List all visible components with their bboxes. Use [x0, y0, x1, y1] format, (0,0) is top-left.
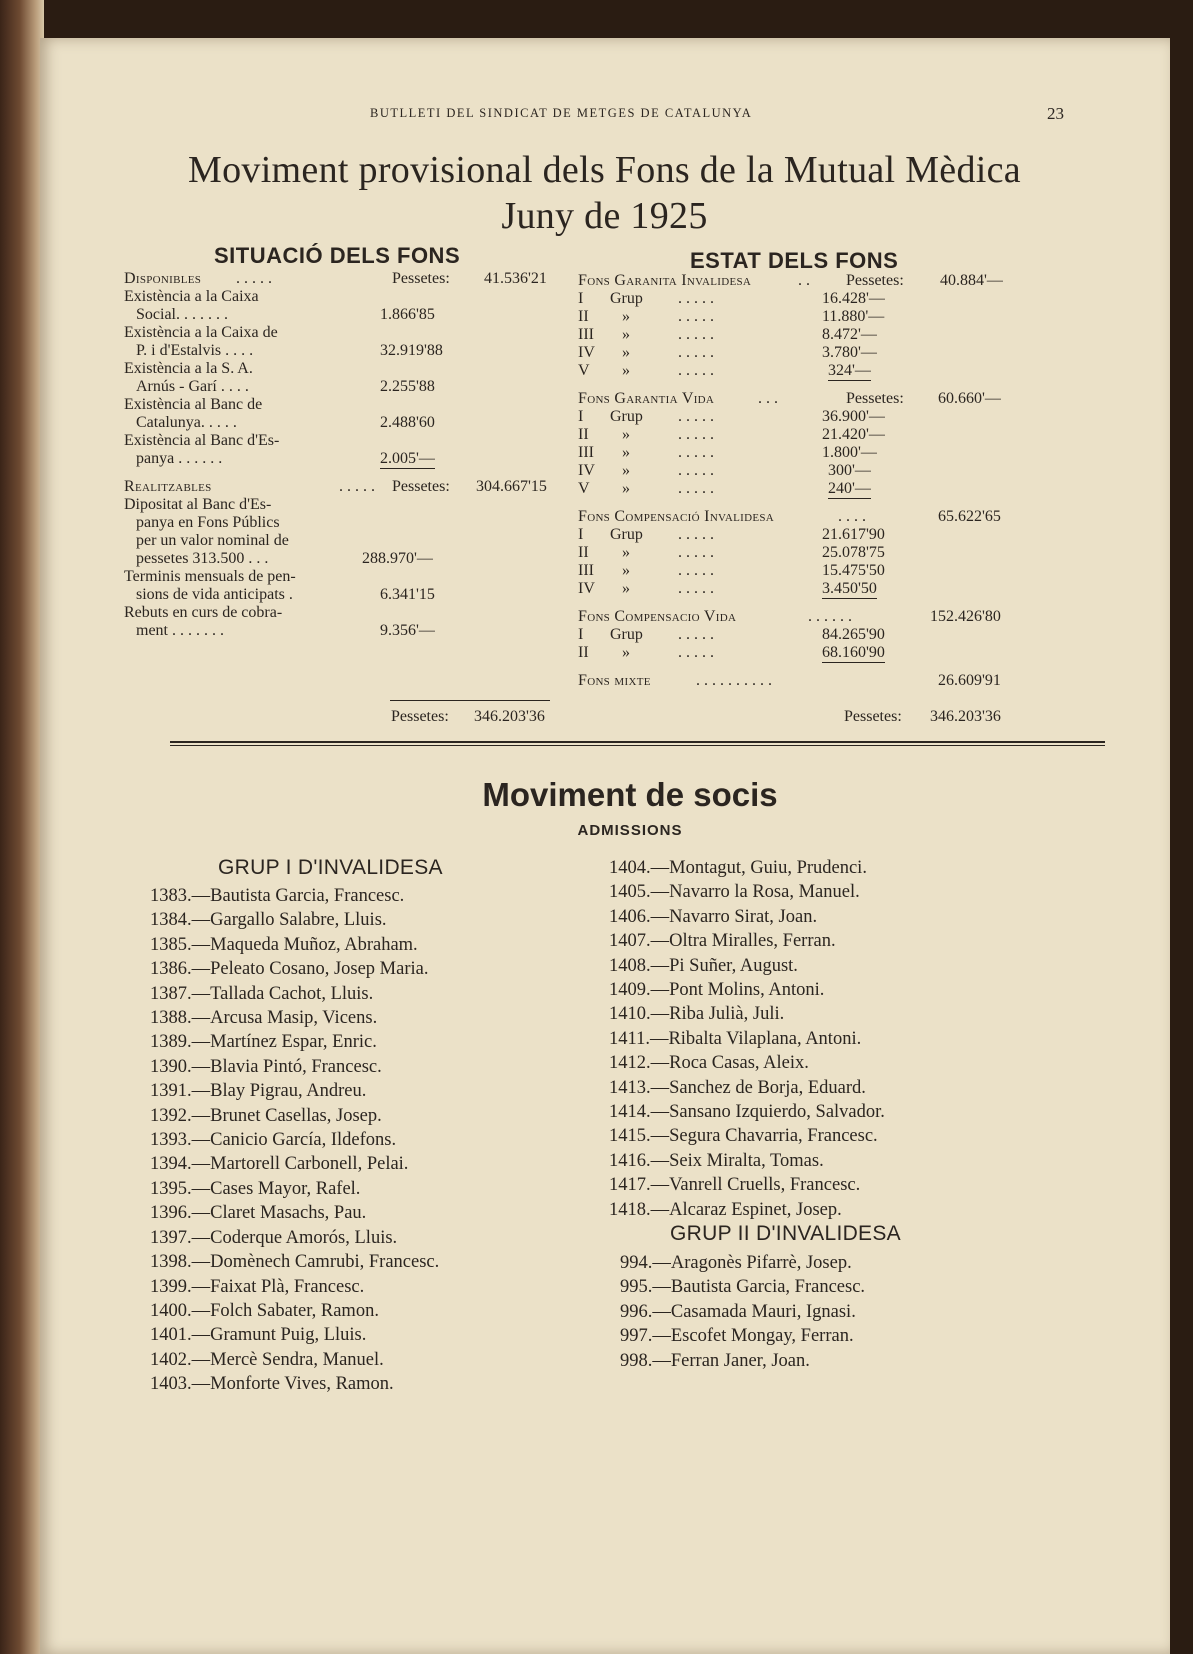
- grup1-left-list: [150, 884, 439, 1397]
- grup-amount: 300'—: [828, 462, 871, 479]
- item-text: Rebuts en curs de cobra-: [124, 604, 283, 621]
- grup-dots: . . . . .: [678, 290, 714, 307]
- fund-row: [578, 508, 1138, 526]
- item-text: Existència al Banc de: [124, 396, 263, 413]
- grup-numeral: IV: [578, 344, 595, 361]
- member-entry: 1391.—Blay Pigrau, Andreu.: [150, 1081, 367, 1102]
- member-entry: 1390.—Blavia Pintó, Francesc.: [150, 1056, 382, 1077]
- fund-label: Fons Compensació Invalidesa: [578, 508, 775, 525]
- member-entry: 996.—Casamada Mauri, Ignasi.: [620, 1301, 856, 1322]
- grup-amount: 16.428'—: [822, 290, 885, 307]
- item-line: [124, 622, 604, 640]
- item-text: ment . . . . . . .: [136, 622, 224, 639]
- grup-numeral: II: [578, 644, 589, 661]
- item-text: Dipositat al Banc d'Es-: [124, 496, 272, 513]
- disponibles-total: 41.536'21: [484, 270, 547, 287]
- realitzables-currency: Pessetes:: [392, 478, 450, 495]
- grup-numeral: V: [578, 362, 590, 379]
- grup-amount: 3.780'—: [822, 344, 877, 361]
- item-line: [124, 450, 604, 468]
- grup-name: »: [622, 426, 630, 443]
- member-entry: 1405.—Navarro la Rosa, Manuel.: [609, 882, 860, 903]
- item-text: Existència a la S. A.: [124, 360, 253, 377]
- item-amount: 9.356'—: [380, 622, 435, 639]
- grup-row: [578, 462, 1138, 480]
- page-subtitle: Juny de 1925: [501, 195, 708, 237]
- member-entry: 1407.—Oltra Miralles, Ferran.: [609, 931, 836, 952]
- grup-numeral: III: [578, 326, 594, 343]
- fund-total: 26.609'91: [938, 672, 1001, 689]
- item-line: [124, 414, 604, 432]
- item-amount: 6.341'15: [380, 586, 435, 603]
- member-entry: 1393.—Canicio García, Ildefons.: [150, 1130, 397, 1151]
- situacio-total-rule: [390, 700, 550, 701]
- grup-amount: 36.900'—: [822, 408, 885, 425]
- item-line: [124, 432, 604, 450]
- grup-dots: . . . . .: [678, 480, 714, 497]
- item-text: Existència a la Caixa de: [124, 324, 278, 341]
- estat-heading: ESTAT DELS FONS: [690, 248, 899, 273]
- grup-numeral: II: [578, 426, 589, 443]
- grup-dots: . . . . .: [678, 562, 714, 579]
- grup-dots: . . . . .: [678, 426, 714, 443]
- grup-row: [578, 408, 1138, 426]
- disponibles-row: [124, 270, 604, 288]
- item-line: [124, 378, 604, 396]
- item-text: pessetes 313.500 . . .: [136, 550, 269, 567]
- member-entry: 1415.—Segura Chavarria, Francesc.: [609, 1126, 878, 1147]
- grup-numeral: III: [578, 444, 594, 461]
- grup-numeral: II: [578, 308, 589, 325]
- fund-row: [578, 608, 1138, 626]
- disponibles-currency: Pessetes:: [392, 270, 450, 287]
- fund-total: 60.660'—: [938, 390, 1001, 407]
- fund-currency: Pessetes:: [846, 272, 904, 289]
- member-entry: 1411.—Ribalta Vilaplana, Antoni.: [609, 1028, 862, 1049]
- page: [40, 38, 1170, 1654]
- member-entry: 1386.—Peleato Cosano, Josep Maria.: [150, 959, 429, 980]
- fund-row: [578, 272, 1138, 290]
- grup-row: [578, 426, 1138, 444]
- member-entry: 1398.—Domènech Camrubi, Francesc.: [150, 1252, 440, 1273]
- grup-dots: . . . . .: [678, 308, 714, 325]
- item-line: [124, 288, 604, 306]
- grup-numeral: IV: [578, 580, 595, 597]
- running-header: BUTLLETI DEL SINDICAT DE METGES DE CATALUNYA: [370, 106, 753, 120]
- member-entry: 997.—Escofet Mongay, Ferran.: [620, 1326, 854, 1347]
- grup-numeral: V: [578, 480, 590, 497]
- grup-numeral: I: [578, 408, 584, 425]
- grup-name: »: [622, 580, 630, 597]
- grup-amount: 21.617'90: [822, 526, 885, 543]
- fund-row: [578, 390, 1138, 408]
- grup-amount: 15.475'50: [822, 562, 885, 579]
- estat-grand-total-label: Pessetes:: [844, 708, 902, 725]
- section-divider-thick: [170, 741, 1105, 743]
- fund-total: 65.622'65: [938, 508, 1001, 525]
- grup1-right-list: [609, 856, 885, 1222]
- grup-numeral: II: [578, 544, 589, 561]
- grup-dots: . . . . .: [678, 344, 714, 361]
- grup-row: [578, 326, 1138, 344]
- member-entry: 1387.—Tallada Cachot, Lluis.: [150, 983, 374, 1004]
- fund-row: [578, 672, 1138, 690]
- grup-numeral: I: [578, 626, 584, 643]
- member-entry: 1417.—Vanrell Cruells, Francesc.: [609, 1175, 861, 1196]
- item-line: [124, 550, 604, 568]
- item-amount: 1.866'85: [380, 306, 435, 323]
- member-entry: 1402.—Mercè Sendra, Manuel.: [150, 1349, 384, 1370]
- item-line: [124, 306, 604, 324]
- grup-row: [578, 626, 1138, 644]
- item-line: [124, 532, 604, 550]
- fund-dots: . . .: [758, 390, 778, 407]
- section-divider-thin: [170, 745, 1105, 746]
- member-entry: 1414.—Sansano Izquierdo, Salvador.: [609, 1102, 885, 1123]
- realitzables-row: [124, 478, 604, 496]
- member-entry: 1384.—Gargallo Salabre, Lluis.: [150, 910, 387, 931]
- grup-row: [578, 290, 1138, 308]
- item-line: [124, 342, 604, 360]
- situacio-heading: SITUACIÓ DELS FONS: [214, 243, 461, 268]
- grup-row: [578, 362, 1138, 380]
- grup-amount: 240'—: [828, 480, 871, 497]
- realitzables-dots: . . . . .: [339, 478, 375, 495]
- item-line: [124, 568, 604, 586]
- grup-amount: 324'—: [828, 362, 871, 379]
- grup-numeral: IV: [578, 462, 595, 479]
- item-line: [124, 360, 604, 378]
- grup-row: [578, 344, 1138, 362]
- estat-ledger: [578, 272, 1138, 690]
- grup-row: [578, 562, 1138, 580]
- item-text: Existència al Banc d'Es-: [124, 432, 280, 449]
- disponibles-dots: . . . . .: [236, 270, 272, 287]
- item-amount: 32.919'88: [380, 342, 443, 359]
- grup-dots: . . . . .: [678, 326, 714, 343]
- item-text: Existència a la Caixa: [124, 288, 259, 305]
- fund-dots: . . . . . .: [808, 608, 852, 625]
- member-entry: 998.—Ferran Janer, Joan.: [620, 1350, 810, 1371]
- member-entry: 1408.—Pi Suñer, August.: [609, 955, 798, 976]
- grup-row: [578, 544, 1138, 562]
- grup-dots: . . . . .: [678, 644, 714, 661]
- grup-name: »: [622, 562, 630, 579]
- item-line: [124, 586, 604, 604]
- grup-numeral: III: [578, 562, 594, 579]
- fund-label: Fons Garantia Vida: [578, 390, 715, 407]
- item-text: Catalunya. . . . .: [136, 414, 237, 431]
- member-entry: 1404.—Montagut, Guiu, Prudenci.: [609, 858, 867, 878]
- disponibles-label: Disponibles: [124, 270, 202, 287]
- grup-name: »: [622, 480, 630, 497]
- item-text: panya . . . . . .: [136, 450, 223, 467]
- grup-name: Grup: [610, 290, 643, 307]
- item-text: panya en Fons Públics: [136, 514, 280, 531]
- member-entry: 1401.—Gramunt Puig, Lluis.: [150, 1325, 367, 1346]
- item-text: Arnús - Garí . . . .: [136, 378, 249, 395]
- book-binding: [0, 0, 44, 1654]
- grup2-heading: GRUP II D'INVALIDESA: [670, 1222, 901, 1245]
- member-entry: 1383.—Bautista Garcia, Francesc.: [150, 886, 405, 906]
- disponibles-items: [124, 288, 604, 468]
- item-text: Terminis mensuals de pen-: [124, 568, 296, 585]
- fund-label: Fons Garanita Invalidesa: [578, 272, 752, 289]
- item-text: Social. . . . . . .: [136, 306, 228, 323]
- item-amount: 2.255'88: [380, 378, 435, 395]
- situacio-grand-total: 346.203'36: [474, 708, 545, 725]
- grup-dots: . . . . .: [678, 462, 714, 479]
- item-amount: 288.970'—: [362, 550, 433, 567]
- member-entry: 1388.—Arcusa Masip, Vicens.: [150, 1008, 378, 1029]
- grup-name: Grup: [610, 526, 643, 543]
- member-entry: 1392.—Brunet Casellas, Josep.: [150, 1105, 382, 1126]
- fund-dots: . . . . . . . . . .: [696, 672, 772, 689]
- item-line: [124, 514, 604, 532]
- item-line: [124, 604, 604, 622]
- estat-grand-total: 346.203'36: [930, 708, 1001, 725]
- grup-dots: . . . . .: [678, 444, 714, 461]
- grup-name: Grup: [610, 626, 643, 643]
- member-entry: 1403.—Monforte Vives, Ramon.: [150, 1374, 394, 1395]
- member-entry: 1412.—Roca Casas, Aleix.: [609, 1053, 809, 1074]
- member-entry: 1418.—Alcaraz Espinet, Josep.: [609, 1199, 842, 1220]
- grup2-list: [620, 1251, 865, 1373]
- item-line: [124, 324, 604, 342]
- grup-numeral: I: [578, 526, 584, 543]
- grup-row: [578, 644, 1138, 662]
- member-entry: 1396.—Claret Masachs, Pau.: [150, 1203, 367, 1224]
- fund-dots: . .: [798, 272, 810, 289]
- fund-currency: Pessetes:: [846, 390, 904, 407]
- grup-amount: 3.450'50: [822, 580, 877, 597]
- grup-name: Grup: [610, 408, 643, 425]
- item-text: per un valor nominal de: [136, 532, 289, 549]
- grup-dots: . . . . .: [678, 626, 714, 643]
- situacio-grand-total-label: Pessetes:: [391, 708, 449, 725]
- grup-name: »: [622, 544, 630, 561]
- grup-row: [578, 444, 1138, 462]
- member-entry: 994.—Aragonès Pifarrè, Josep.: [620, 1253, 852, 1273]
- grup-amount: 21.420'—: [822, 426, 885, 443]
- member-entry: 1385.—Maqueda Muñoz, Abraham.: [150, 934, 418, 955]
- fund-label: Fons mixte: [578, 672, 651, 689]
- grup-amount: 84.265'90: [822, 626, 885, 643]
- socis-heading: Moviment de socis: [482, 776, 778, 813]
- grup-amount: 25.078'75: [822, 544, 885, 561]
- grup-row: [578, 480, 1138, 498]
- member-entry: 1416.—Seix Miralta, Tomas.: [609, 1150, 824, 1171]
- grup-name: »: [622, 344, 630, 361]
- grup-amount: 11.880'—: [822, 308, 885, 325]
- grup-name: »: [622, 462, 630, 479]
- grup-name: »: [622, 308, 630, 325]
- grup-name: »: [622, 444, 630, 461]
- grup-numeral: I: [578, 290, 584, 307]
- member-entry: 1409.—Pont Molins, Antoni.: [609, 980, 825, 1001]
- item-text: P. i d'Estalvis . . . .: [136, 342, 254, 359]
- item-text: sions de vida anticipats .: [136, 586, 293, 603]
- grup-name: »: [622, 326, 630, 343]
- fund-total: 152.426'80: [930, 608, 1001, 625]
- member-entry: 1406.—Navarro Sirat, Joan.: [609, 906, 818, 927]
- grup1-heading: GRUP I D'INVALIDESA: [218, 856, 443, 879]
- realitzables-items: [124, 496, 604, 640]
- grup-name: »: [622, 644, 630, 661]
- fund-label: Fons Compensacio Vida: [578, 608, 737, 625]
- member-entry: 1394.—Martorell Carbonell, Pelai.: [150, 1154, 409, 1175]
- grup-row: [578, 580, 1138, 598]
- situacio-ledger: [124, 270, 604, 640]
- fund-total: 40.884'—: [940, 272, 1003, 289]
- grup-amount: 8.472'—: [822, 326, 877, 343]
- member-entry: 1413.—Sanchez de Borja, Eduard.: [609, 1077, 866, 1098]
- item-line: [124, 396, 604, 414]
- realitzables-label: Realitzables: [124, 478, 212, 495]
- member-entry: 1397.—Coderque Amorós, Lluis.: [150, 1227, 398, 1248]
- realitzables-total: 304.667'15: [476, 478, 547, 495]
- grup-dots: . . . . .: [678, 408, 714, 425]
- grup-amount: 1.800'—: [822, 444, 877, 461]
- member-entry: 1410.—Riba Julià, Juli.: [609, 1004, 785, 1025]
- grup-dots: . . . . .: [678, 526, 714, 543]
- page-number: 23: [1047, 104, 1064, 123]
- member-entry: 1395.—Cases Mayor, Rafel.: [150, 1178, 361, 1199]
- item-line: [124, 496, 604, 514]
- member-entry: 1389.—Martínez Espar, Enric.: [150, 1032, 377, 1053]
- item-amount: 2.488'60: [380, 414, 435, 431]
- grup-row: [578, 526, 1138, 544]
- page-title: Moviment provisional dels Fons de la Mutual Mèdica: [188, 149, 1021, 191]
- grup-dots: . . . . .: [678, 362, 714, 379]
- member-entry: 1399.—Faixat Plà, Francesc.: [150, 1276, 365, 1297]
- fund-dots: . . . .: [838, 508, 866, 525]
- grup-dots: . . . . .: [678, 580, 714, 597]
- item-amount: 2.005'—: [380, 450, 435, 467]
- admissions-heading: ADMISSIONS: [577, 822, 683, 839]
- grup-row: [578, 308, 1138, 326]
- grup-amount: 68.160'90: [822, 644, 885, 661]
- grup-dots: . . . . .: [678, 544, 714, 561]
- member-entry: 995.—Bautista Garcia, Francesc.: [620, 1277, 866, 1298]
- grup-name: »: [622, 362, 630, 379]
- member-entry: 1400.—Folch Sabater, Ramon.: [150, 1300, 379, 1321]
